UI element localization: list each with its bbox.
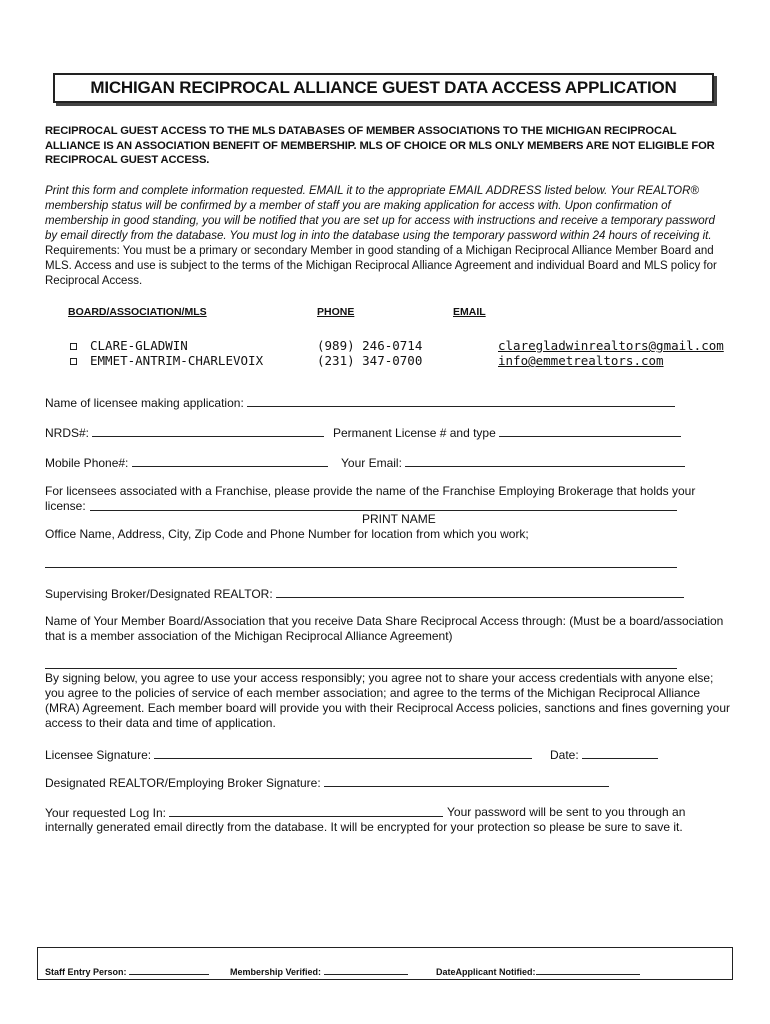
login-label: Your requested Log In: [45, 806, 166, 820]
instructions-italic: Print this form and complete information requested. EMAIL it to the appropriate EMAIL ADDRESS listed below. Your REALTOR® membership status will be confirmed by a member of staff you are making application for access with. Upon confirmation of membership in good standing, you will be notified that you are set up for access with instructions and receive a temporary password by email directly from the database. You must log in into the database using the temporary password within 24 hours of receiving it. [45, 185, 715, 242]
applicant-notified-field [436, 966, 640, 977]
board-email-link[interactable]: claregladwinrealtors@gmail.com [498, 338, 724, 353]
header-board: BOARD/ASSOCIATION/MLS [68, 306, 207, 318]
header-phone: PHONE [317, 306, 355, 318]
license-input[interactable] [499, 425, 681, 437]
board-email-link[interactable]: info@emmetrealtors.com [498, 353, 664, 368]
licensee-name-input[interactable] [247, 395, 675, 407]
office-label: Office Name, Address, City, Zip Code and Phone Number for location from which you work; [45, 527, 529, 541]
license-field [333, 425, 681, 440]
intro-text: RECIPROCAL GUEST ACCESS TO THE MLS DATABASES OF MEMBER ASSOCIATIONS TO THE MICHIGAN RECIPROCAL ALLIANCE IS AN ASSOCIATION BENEFIT OF MEMBERSHIP. MLS OF CHOICE OR MLS ONLY MEMBERS ARE NOT ELIGIBLE FOR RECIPROCAL GUEST ACCESS. [45, 125, 715, 166]
board-phone: (989) 246-0714 [317, 338, 423, 353]
broker-signature-input[interactable] [324, 775, 609, 787]
member-board-label: Name of Your Member Board/Association that you receive Data Share Reciprocal Access through: (Must be a board/association that is a member association of the Michigan Reciprocal Alliance Agreement) [45, 614, 724, 643]
office-input[interactable] [45, 567, 677, 568]
checkbox-bullet-icon [70, 358, 77, 365]
licensee-name-field [45, 395, 675, 410]
supervising-input[interactable] [276, 586, 684, 598]
mobile-input[interactable] [132, 455, 328, 467]
board-phone: (231) 347-0700 [317, 353, 423, 368]
membership-verified-field [230, 966, 408, 977]
mobile-field [45, 455, 328, 470]
supervising-field [45, 586, 684, 601]
broker-signature-label: Designated REALTOR/Employing Broker Signature: [45, 776, 321, 790]
staff-entry-input[interactable] [129, 966, 209, 975]
applicant-notified-label: DateApplicant Notified: [436, 967, 536, 977]
license-label: Permanent License # and type [333, 426, 496, 440]
your-email-input[interactable] [405, 455, 685, 467]
date-field [550, 747, 658, 762]
board-name: EMMET-ANTRIM-CHARLEVOIX [90, 353, 264, 368]
supervising-label: Supervising Broker/Designated REALTOR: [45, 587, 273, 601]
applicant-notified-input[interactable] [536, 966, 640, 975]
licensee-signature-field [45, 747, 532, 762]
board-name: CLARE-GLADWIN [90, 338, 188, 353]
staff-entry-box [37, 947, 733, 980]
staff-entry-label: Staff Entry Person: [45, 967, 127, 977]
instructions-requirements: Requirements: You must be a primary or secondary Member in good standing of a Michigan Reciprocal Alliance Member Board and MLS. Access and use is subject to the terms of the Michigan Reciprocal Alliance Agreement and individual Board and MLS policy for Reciprocal Access. [45, 245, 717, 287]
header-email: EMAIL [453, 306, 486, 318]
broker-signature-field [45, 775, 609, 790]
your-email-field [341, 455, 685, 470]
member-board-input[interactable] [45, 668, 677, 669]
staff-entry-field [45, 966, 209, 977]
nrds-label: NRDS#: [45, 426, 90, 440]
nrds-input[interactable] [92, 425, 324, 437]
licensee-signature-input[interactable] [154, 747, 532, 759]
franchise-input[interactable] [90, 510, 677, 511]
login-note: Your password will be sent to you through an internally generated email directly from the database. It will be encrypted for your protection so please be sure to save it. [45, 805, 686, 834]
instructions [45, 184, 725, 289]
licensee-name-label: Name of licensee making application: [45, 396, 244, 410]
nrds-field [45, 425, 324, 440]
membership-verified-input[interactable] [324, 966, 408, 975]
title-box [53, 73, 714, 103]
mobile-label: Mobile Phone#: [45, 456, 129, 470]
licensee-signature-label: Licensee Signature: [45, 748, 152, 762]
page-title: MICHIGAN RECIPROCAL ALLIANCE GUEST DATA ACCESS APPLICATION [90, 78, 677, 97]
franchise-label: For licensees associated with a Franchise, please provide the name of the Franchise Employing Brokerage that holds your license: [45, 484, 696, 513]
date-label: Date: [550, 748, 579, 762]
membership-verified-label: Membership Verified: [230, 967, 322, 977]
agreement-text: By signing below, you agree to use your access responsibly; you agree not to share your access credentials with anyone else; you agree to the policies of service of each member association; and agree to the terms of the Michigan Reciprocal Alliance (MRA) Agreement. Each member board will provide you with their Reciprocal Access policies, sanctions and fines governing your access to their data and time of application. [45, 671, 730, 730]
date-input[interactable] [582, 747, 658, 759]
your-email-label: Your Email: [341, 456, 402, 470]
print-name-label: PRINT NAME [362, 512, 436, 526]
checkbox-bullet-icon [70, 343, 77, 350]
